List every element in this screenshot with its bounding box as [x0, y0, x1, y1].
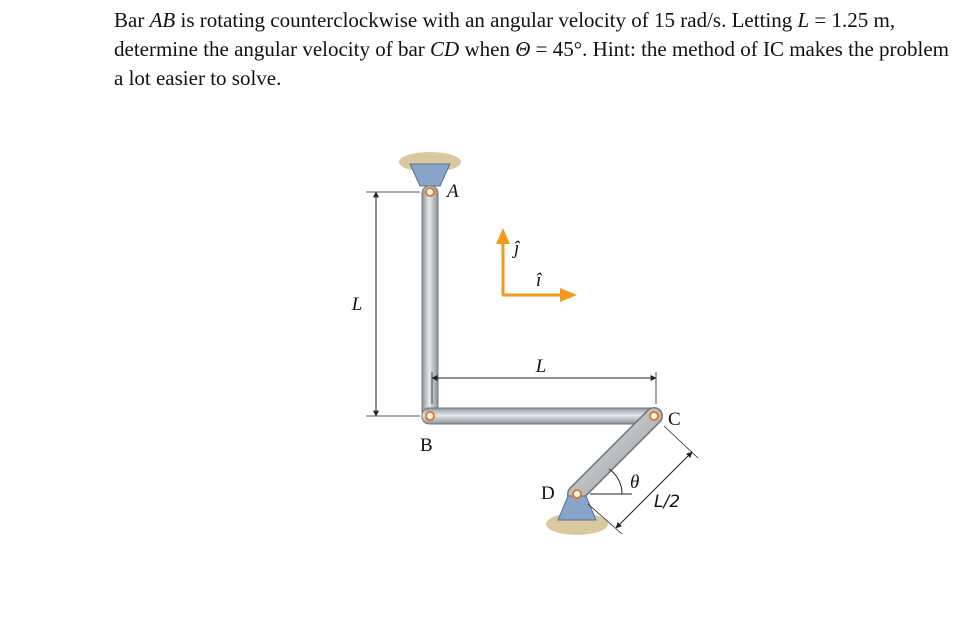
dim-ext-c: [664, 426, 698, 458]
bar-ab: [422, 186, 438, 418]
problem-text-3: is rotating counterclockwise with an angular velocity of 15 rad/s. Letting: [175, 8, 798, 32]
problem-text-2: AB: [149, 8, 176, 32]
problem-text-4: L: [797, 8, 810, 32]
angle-arc: [609, 469, 622, 494]
dim-label-diagonal: L/2: [654, 492, 681, 512]
support-d: [558, 496, 596, 520]
label-a: A: [447, 181, 459, 202]
bar-bc: [422, 408, 662, 424]
pin-d: [573, 490, 581, 498]
problem-text-8: Θ: [515, 37, 531, 61]
angle-label: θ: [630, 472, 640, 493]
problem-text-1: Bar: [114, 8, 150, 32]
pin-c: [650, 412, 658, 420]
pin-b: [426, 412, 434, 420]
problem-text-5: = 1.25 m, determine the angular velocity of bar: [114, 8, 896, 61]
unit-i-head-icon: [560, 288, 577, 302]
label-d: D: [541, 483, 555, 504]
support-a: [410, 164, 450, 186]
bar-cd: [576, 416, 654, 494]
unit-j-head-icon: [496, 228, 510, 244]
label-b: B: [420, 435, 433, 456]
problem-text-7: when: [459, 37, 516, 61]
problem-text-9: = 45°. Hint: the method of IC makes the problem a lot easier to solve.: [114, 37, 949, 90]
dim-label-horizontal: L: [535, 356, 547, 377]
dim-label-vertical: L: [351, 294, 363, 315]
label-c: C: [668, 409, 681, 430]
label-unit-j: ĵ: [514, 238, 520, 259]
problem-text-6: CD: [430, 37, 460, 61]
label-unit-i: î: [536, 270, 542, 291]
pin-a: [426, 188, 434, 196]
dim-line-diagonal: [616, 452, 692, 528]
